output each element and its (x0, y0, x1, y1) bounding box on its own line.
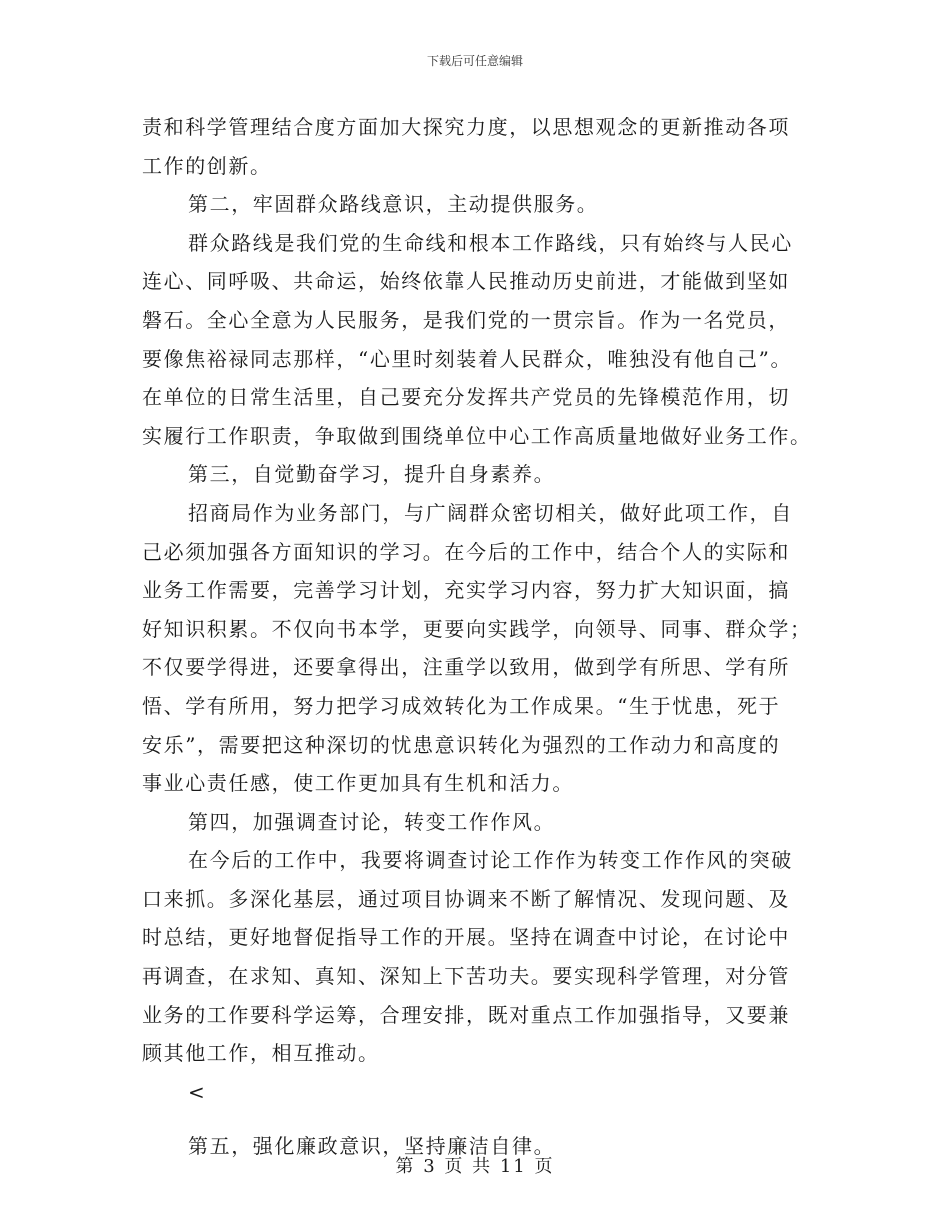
paragraph-line: 在今后的工作中，我要将调查讨论工作作为转变工作作风的突破 (188, 848, 793, 873)
paragraph-line: 实履行工作职责，争取做到围绕单位中心工作高质量地做好业务工作。 (142, 423, 812, 448)
paragraph-line: 己必须加强各方面知识的学习。在今后的工作中，结合个人的实际和 (142, 539, 790, 564)
paragraph-line: 口来抓。多深化基层，通过项目协调来不断了解情况、发现问题、及 (142, 886, 790, 911)
paragraph-line: 悟、学有所用，努力把学习成效转化为工作成果。“生于忧患，死于 (142, 693, 781, 718)
paragraph-line: 要像焦裕禄同志那样，“心里时刻装着人民群众，唯独没有他自己”。 (142, 346, 793, 371)
document-body (142, 108, 810, 1166)
paragraph-line: 安乐”，需要把这种深切的忧患意识转化为强烈的工作动力和高度的 (142, 732, 781, 757)
paragraph-list (142, 108, 810, 1073)
paragraph-line: 招商局作为业务部门，与广阔群众密切相关，做好此项工作，自 (188, 500, 793, 525)
paragraph-line: 责和科学管理结合度方面加大探究力度，以思想观念的更新推动各项 (142, 115, 790, 139)
paragraph-line: 第二，牢固群众路线意识，主动提供服务。 (188, 192, 599, 217)
paragraph-line: 事业心责任感，使工作更加具有生机和活力。 (142, 771, 574, 796)
paragraph-line: 好知识积累。不仅向书本学，更要向实践学，向领导、同事、群众学； (142, 616, 812, 641)
paragraph-line: 顾其他工作，相互推动。 (142, 1041, 380, 1066)
paragraph-line: 不仅要学得进，还要拿得出，注重学以致用，做到学有所思、学有所 (142, 655, 790, 680)
paragraph-line: 再调查，在求知、真知、深知上下苦功夫。要实现科学管理，对分管 (142, 964, 790, 989)
paragraph-line: 工作的创新。 (142, 153, 272, 178)
paragraph-line: 时总结，更好地督促指导工作的开展。坚持在调查中讨论，在讨论中 (142, 925, 790, 950)
paragraph-line: 业务工作需要，完善学习计划，充实学习内容，努力扩大知识面，搞 (142, 578, 790, 603)
page-header: 下载后可任意编辑 (426, 54, 523, 68)
paragraph-line: 磐石。全心全意为人民服务，是我们党的一贯宗旨。作为一名党员， (142, 307, 790, 332)
stray-mark: < (188, 1079, 207, 1104)
paragraph-heading-5: 第五，强化廉政意识，坚持廉洁自律。 (188, 1134, 556, 1159)
paragraph-line: 连心、同呼吸、共命运，始终依靠人民推动历史前进，才能做到坚如 (142, 269, 790, 294)
paragraph-line: 第四，加强调查讨论，转变工作作风。 (188, 809, 556, 834)
paragraph-line: 在单位的日常生活里，自己要充分发挥共产党员的先锋模范作用，切 (142, 385, 790, 410)
paragraph-line: 群众路线是我们党的生命线和根本工作路线，只有始终与人民心 (188, 230, 793, 255)
paragraph-line: 业务的工作要科学运筹，合理安排，既对重点工作加强指导，又要兼 (142, 1002, 790, 1027)
page-footer: 第 3 页 共 11 页 (395, 1156, 555, 1177)
paragraph-line: 第三，自觉勤奋学习，提升自身素养。 (188, 462, 556, 487)
spacer (142, 1111, 810, 1127)
